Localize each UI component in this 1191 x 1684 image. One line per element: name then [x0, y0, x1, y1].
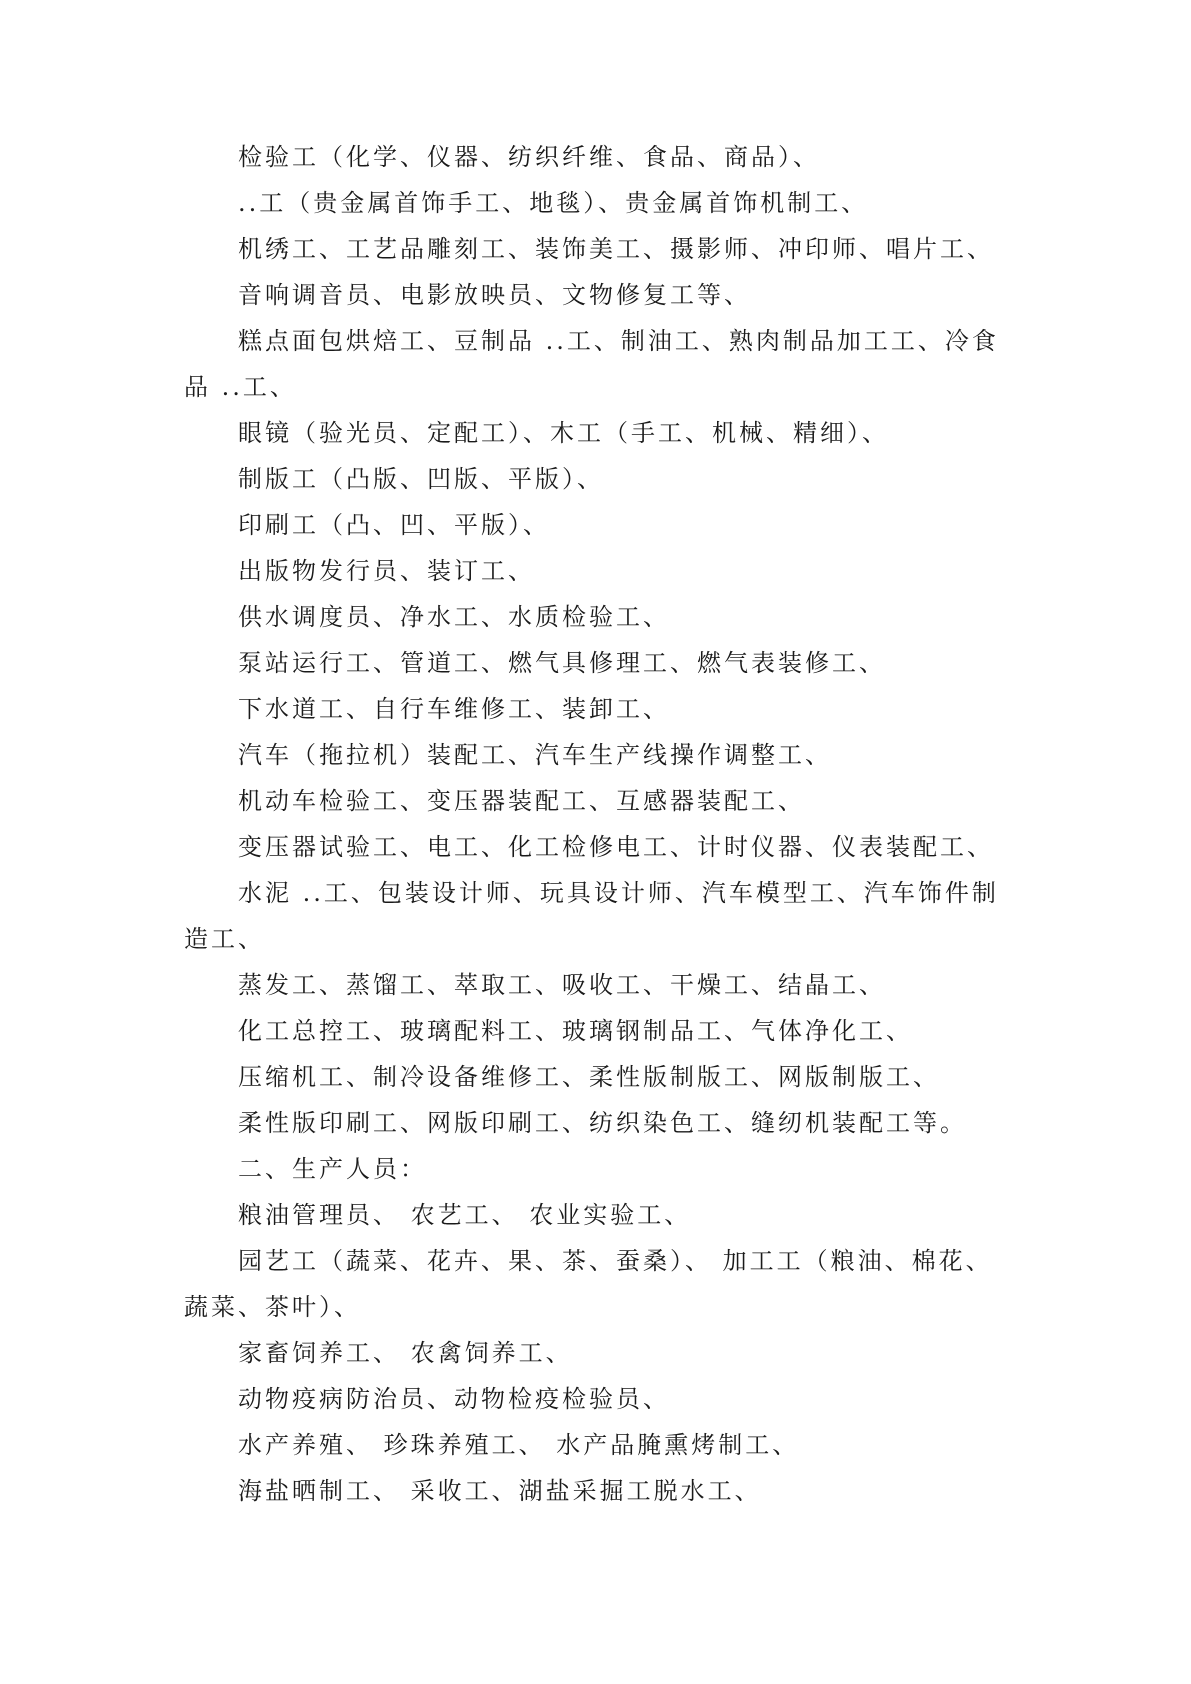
paragraph-19: 压缩机工、制冷设备维修工、柔性版制版工、网版制版工、	[238, 1063, 940, 1091]
paragraph-13: 汽车（拖拉机）装配工、汽车生产线操作调整工、	[238, 741, 832, 769]
paragraph-5: 糕点面包烘焙工、豆制品 ..工、制油工、熟肉制品加工工、冷食品 ..工、	[184, 327, 999, 401]
paragraph-18: 化工总控工、玻璃配料工、玻璃钢制品工、气体净化工、	[238, 1017, 913, 1045]
paragraph-14: 机动车检验工、变压器装配工、互感器装配工、	[238, 787, 805, 815]
paragraph-10: 供水调度员、净水工、水质检验工、	[238, 603, 670, 631]
paragraph-9: 出版物发行员、装订工、	[238, 557, 535, 585]
section-heading: 二、生产人员：	[238, 1155, 427, 1183]
paragraph-4: 音响调音员、电影放映员、文物修复工等、	[238, 281, 751, 309]
paragraph-7: 制版工（凸版、凹版、平版）、	[238, 465, 604, 493]
paragraph-6: 眼镜（验光员、定配工）、木工（手工、机械、精细）、	[238, 419, 889, 447]
paragraph-24: 家畜饲养工、 农禽饲养工、	[238, 1339, 573, 1367]
paragraph-17: 蒸发工、蒸馏工、萃取工、吸收工、干燥工、结晶工、	[238, 971, 886, 999]
document-body	[184, 134, 1014, 1514]
paragraph-11: 泵站运行工、管道工、燃气具修理工、燃气表装修工、	[238, 649, 886, 677]
paragraph-8: 印刷工（凸、凹、平版）、	[238, 511, 550, 539]
paragraph-3: 机绣工、工艺品雕刻工、装饰美工、摄影师、冲印师、唱片工、	[238, 235, 994, 263]
paragraph-23: 园艺工（蔬菜、花卉、果、茶、蚕桑）、 加工工（粮油、棉花、蔬菜、茶叶）、	[184, 1247, 993, 1321]
paragraph-12: 下水道工、自行车维修工、装卸工、	[238, 695, 670, 723]
paragraph-27: 海盐晒制工、 采收工、湖盐采掘工脱水工、	[238, 1477, 762, 1505]
paragraph-16: 水泥 ..工、包装设计师、玩具设计师、汽车模型工、汽车饰件制造工、	[184, 879, 999, 953]
paragraph-1: 检验工（化学、仪器、纺织纤维、食品、商品）、	[238, 143, 820, 171]
paragraph-25: 动物疫病防治员、动物检疫检验员、	[238, 1385, 670, 1413]
paragraph-22: 粮油管理员、 农艺工、 农业实验工、	[238, 1201, 692, 1229]
paragraph-2: ..工（贵金属首饰手工、地毯）、贵金属首饰机制工、	[238, 189, 869, 217]
paragraph-26: 水产养殖、 珍珠养殖工、 水产品腌熏烤制工、	[238, 1431, 800, 1459]
paragraph-15: 变压器试验工、电工、化工检修电工、计时仪器、仪表装配工、	[238, 833, 994, 861]
paragraph-20: 柔性版印刷工、网版印刷工、纺织染色工、缝纫机装配工等。	[238, 1109, 967, 1137]
